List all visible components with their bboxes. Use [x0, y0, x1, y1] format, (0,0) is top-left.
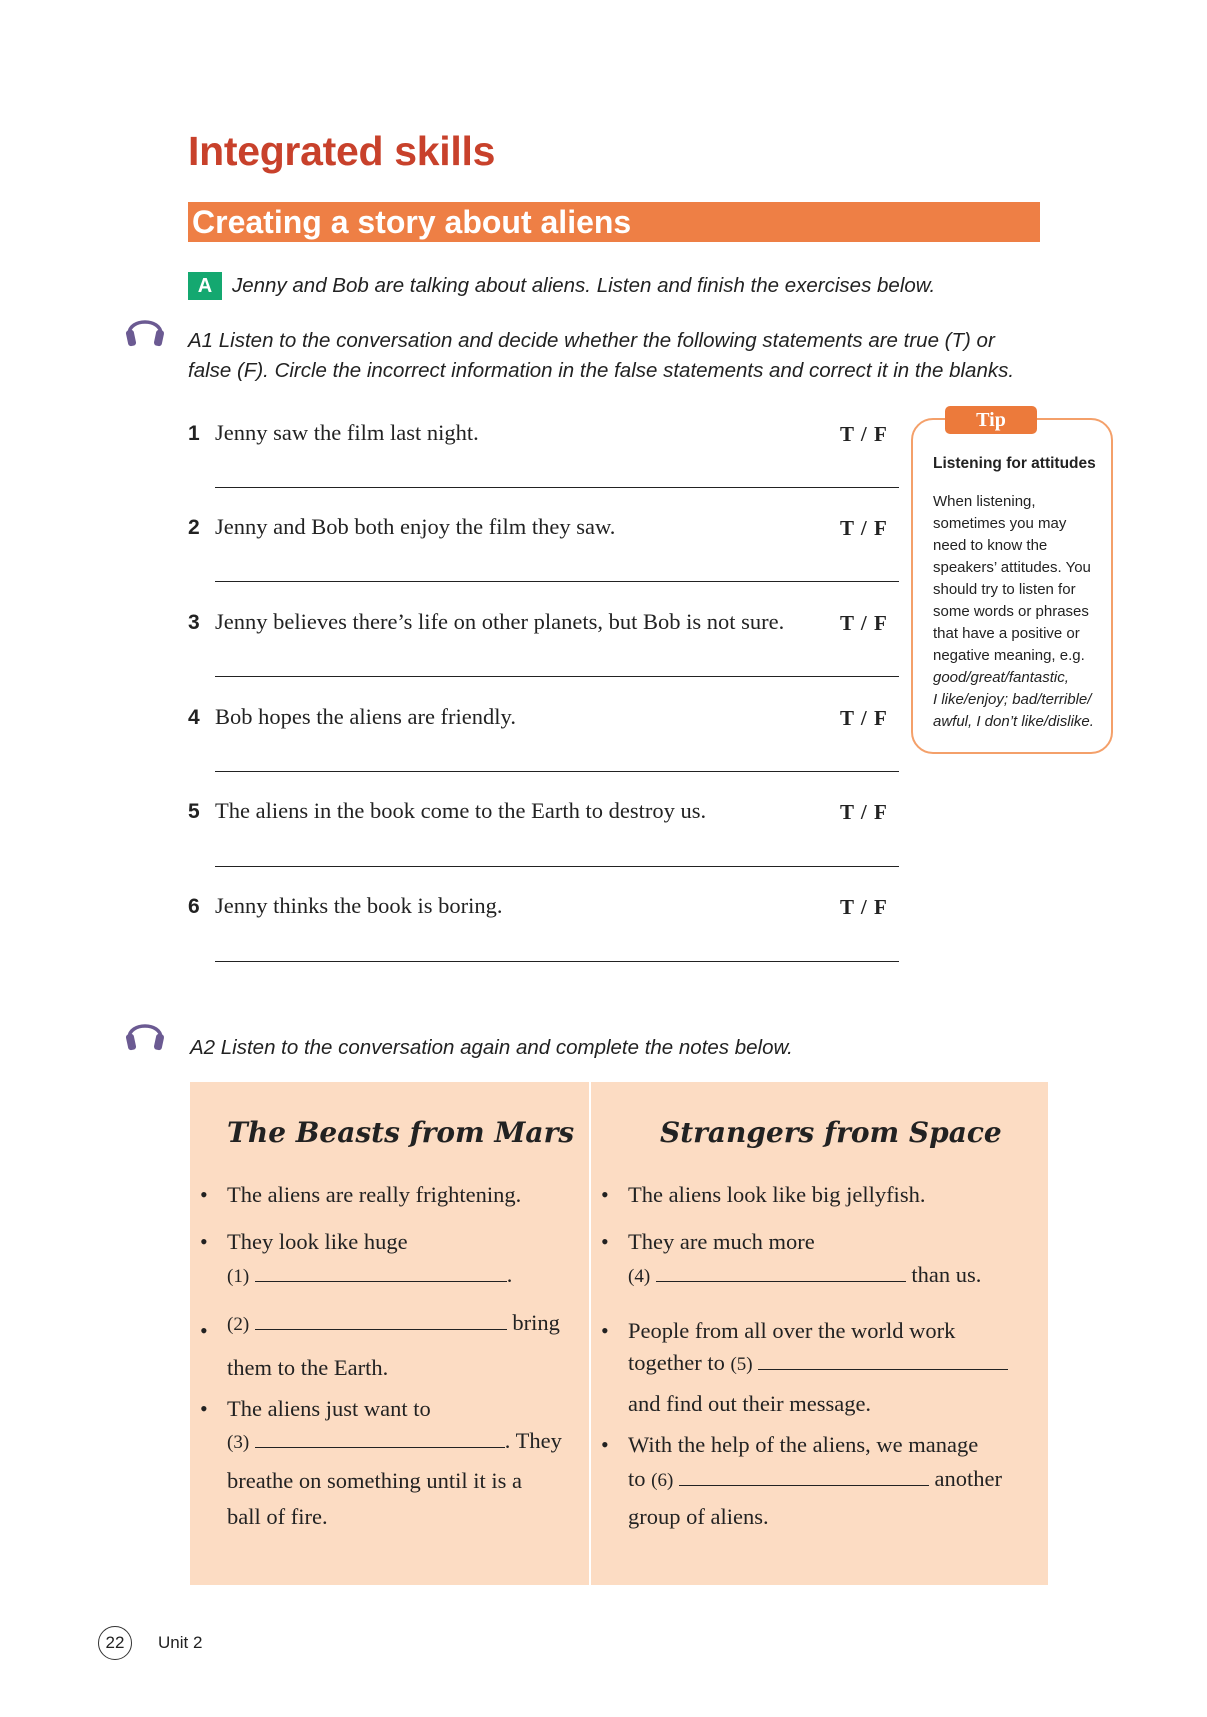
question-text: The aliens in the book come to the Earth to destroy us. [215, 798, 707, 823]
question-number: 4 [188, 706, 200, 729]
true-false-choice[interactable]: T / F [840, 895, 888, 919]
note-line [628, 1350, 1008, 1376]
note-line [227, 1310, 560, 1336]
note-text: With the help of the aliens, we manage [628, 1432, 979, 1457]
unit-label: Unit 2 [158, 1633, 203, 1652]
answer-line[interactable] [215, 487, 899, 488]
bullet: • [601, 1229, 609, 1254]
note-text: The aliens just want to [227, 1396, 431, 1421]
blank-number: (2) [227, 1314, 250, 1335]
tip-line: negative meaning, e.g. [933, 647, 1085, 664]
blank-number: (5) [730, 1354, 753, 1375]
answer-line[interactable] [215, 581, 899, 582]
question-text: Jenny thinks the book is boring. [215, 893, 503, 918]
fill-blank-6[interactable] [679, 1485, 929, 1486]
right-column-title: Strangers from Space [660, 1116, 1002, 1149]
question-text: Jenny and Bob both enjoy the film they saw. [215, 514, 616, 539]
tip-example: awful, I don’t like/dislike. [933, 713, 1094, 730]
note-text: another [934, 1466, 1003, 1491]
tip-line: sometimes you may [933, 515, 1067, 532]
tip-line: should try to listen for [933, 581, 1076, 598]
true-false-choice[interactable]: T / F [840, 516, 888, 540]
note-text: People from all over the world work [628, 1318, 956, 1343]
part-a-intro: Jenny and Bob are talking about aliens. Listen and finish the exercises below. [232, 274, 936, 297]
fill-blank-4[interactable] [656, 1281, 906, 1282]
fill-blank-2[interactable] [255, 1329, 507, 1330]
true-false-choice[interactable]: T / F [840, 706, 888, 730]
fill-blank-1[interactable] [255, 1281, 507, 1282]
bullet: • [200, 1229, 208, 1254]
note-line [227, 1428, 562, 1454]
headphones-icon [124, 308, 166, 348]
a1-instruction [188, 326, 1048, 386]
answer-line[interactable] [215, 676, 899, 677]
tip-tab: Tip [945, 406, 1037, 434]
a1-instruction-line: A1 Listen to the conversation and decide whether the following statements are true (T) or [188, 329, 995, 352]
note-line [628, 1262, 981, 1288]
tip-line: need to know the [933, 537, 1048, 554]
note-text: . They [504, 1428, 562, 1453]
left-column-title: The Beasts from Mars [227, 1116, 575, 1149]
note-text: The aliens are really frightening. [227, 1182, 522, 1207]
page-title: Integrated skills [188, 128, 496, 174]
blank-number: (3) [227, 1432, 250, 1453]
bullet: • [601, 1182, 609, 1207]
part-a-label: A [188, 272, 222, 300]
question-number: 5 [188, 800, 200, 823]
question-number: 3 [188, 611, 200, 634]
note-text: The aliens look like big jellyfish. [628, 1182, 926, 1207]
note-text: . [506, 1262, 513, 1287]
note-line [628, 1466, 1002, 1492]
answer-line[interactable] [215, 866, 899, 867]
question-number: 1 [188, 422, 200, 445]
tip-example: I like/enjoy; bad/terrible/ [933, 691, 1092, 708]
a1-instruction-line: false (F). Circle the incorrect information in the false statements and correct it in the blanks. [188, 359, 1015, 382]
note-text: They look like huge [227, 1229, 408, 1254]
bullet: • [601, 1318, 609, 1343]
section-title: Creating a story about aliens [192, 204, 632, 240]
note-text: together to [628, 1350, 725, 1375]
answer-line[interactable] [215, 961, 899, 962]
true-false-choice[interactable]: T / F [840, 800, 888, 824]
true-false-choice[interactable]: T / F [840, 611, 888, 635]
question-number: 6 [188, 895, 200, 918]
question-text: Jenny saw the film last night. [215, 420, 479, 445]
note-line [227, 1262, 512, 1288]
note-text: and find out their message. [628, 1391, 872, 1416]
true-false-choice[interactable]: T / F [840, 422, 888, 446]
tip-line: When listening, [933, 493, 1036, 510]
tip-line: speakers’ attitudes. You [933, 559, 1091, 576]
question-text: Jenny believes there’s life on other planets, but Bob is not sure. [215, 609, 785, 634]
note-text: They are much more [628, 1229, 815, 1254]
page-number: 22 [98, 1626, 132, 1660]
a2-instruction: A2 Listen to the conversation again and complete the notes below. [190, 1036, 793, 1059]
bullet: • [200, 1396, 208, 1421]
tip-line: that have a positive or [933, 625, 1080, 642]
answer-line[interactable] [215, 771, 899, 772]
tip-body [933, 491, 1111, 733]
fill-blank-3[interactable] [255, 1447, 505, 1448]
bullet: • [601, 1432, 609, 1457]
tip-heading: Listening for attitudes [933, 455, 1096, 472]
notes-divider [589, 1082, 591, 1585]
blank-number: (6) [651, 1470, 674, 1491]
note-text: them to the Earth. [227, 1355, 389, 1380]
note-text: group of aliens. [628, 1504, 769, 1529]
question-number: 2 [188, 516, 200, 539]
note-text: to [628, 1466, 646, 1491]
question-text: Bob hopes the aliens are friendly. [215, 704, 516, 729]
headphones-icon [124, 1012, 166, 1052]
tip-example: good/great/fantastic, [933, 669, 1069, 686]
section-banner [188, 202, 1040, 242]
note-text: ball of fire. [227, 1504, 328, 1529]
blank-number: (4) [628, 1266, 651, 1287]
bullet: • [200, 1182, 208, 1207]
fill-blank-5[interactable] [758, 1369, 1008, 1370]
note-text: breathe on something until it is a [227, 1468, 522, 1493]
note-text: than us. [911, 1262, 982, 1287]
bullet: • [200, 1318, 208, 1343]
blank-number: (1) [227, 1266, 250, 1287]
tip-line: some words or phrases [933, 603, 1089, 620]
note-text: bring [512, 1310, 560, 1335]
